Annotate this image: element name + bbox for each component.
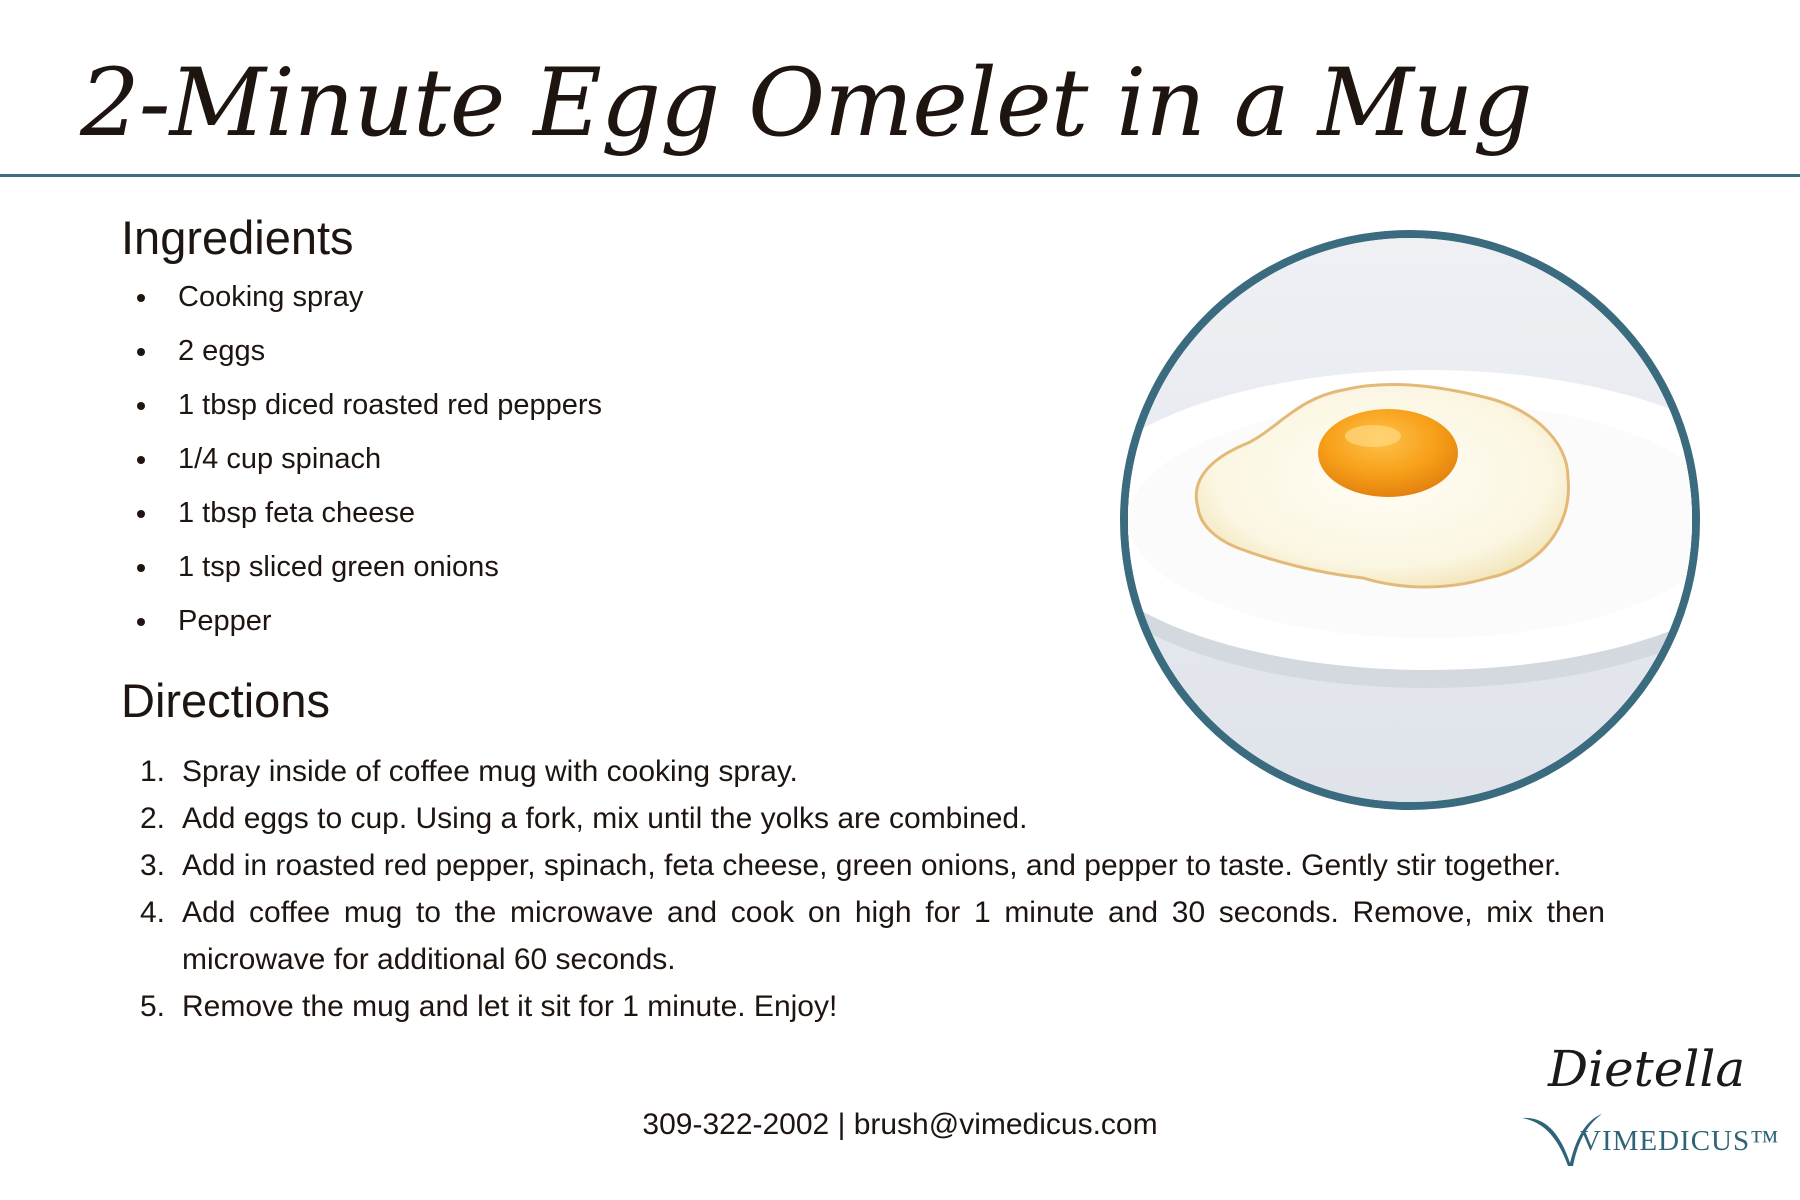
ingredient-text: Cooking spray xyxy=(178,281,364,313)
bullet-icon xyxy=(137,402,145,410)
step-text: Spray inside of coffee mug with cooking spray. xyxy=(182,755,798,788)
ingredient-item xyxy=(135,383,602,437)
bullet-icon xyxy=(137,294,145,302)
ingredient-item xyxy=(135,275,602,329)
page-title: 2-Minute Egg Omelet in a Mug xyxy=(80,49,1532,158)
direction-step xyxy=(140,983,1605,1030)
directions-heading: Directions xyxy=(121,674,330,727)
ingredient-item xyxy=(135,437,602,491)
ingredient-item xyxy=(135,545,602,599)
fried-egg-image xyxy=(1128,238,1692,802)
direction-step xyxy=(140,889,1605,983)
direction-step xyxy=(140,842,1605,889)
bullet-icon xyxy=(137,618,145,626)
ingredient-item xyxy=(135,599,602,653)
step-number: 1. xyxy=(140,755,166,788)
vimedicus-wordmark: VIMEDICUS™ xyxy=(1580,1125,1780,1157)
ingredients-list xyxy=(135,275,602,653)
ingredient-item xyxy=(135,491,602,545)
ingredient-text: 1/4 cup spinach xyxy=(178,443,382,475)
bullet-icon xyxy=(137,456,145,464)
ingredient-item xyxy=(135,329,602,383)
title-divider xyxy=(0,174,1800,177)
ingredient-text: Pepper xyxy=(178,605,272,637)
step-text: Add coffee mug to the microwave and cook on high for 1 minute and 30 seconds. Remove, mix then microwave for additional 60 seconds. xyxy=(182,896,1605,976)
step-number: 2. xyxy=(140,802,166,835)
step-number: 3. xyxy=(140,849,166,882)
ingredients-heading: Ingredients xyxy=(121,211,354,264)
step-text: Add eggs to cup. Using a fork, mix until the yolks are combined. xyxy=(182,802,1028,835)
egg-photo xyxy=(1120,230,1700,810)
bullet-icon xyxy=(137,564,145,572)
step-text: Remove the mug and let it sit for 1 minute. Enjoy! xyxy=(182,990,838,1023)
ingredient-text: 1 tbsp feta cheese xyxy=(178,497,415,529)
dietella-wordmark: Dietella xyxy=(1548,1040,1746,1098)
ingredient-text: 2 eggs xyxy=(178,335,266,367)
step-number: 4. xyxy=(140,896,166,929)
bullet-icon xyxy=(137,510,145,518)
step-text: Add in roasted red pepper, spinach, feta cheese, green onions, and pepper to taste. Gently stir together. xyxy=(182,849,1562,882)
ingredient-text: 1 tbsp diced roasted red peppers xyxy=(178,389,602,421)
dietella-vimedicus-logo xyxy=(1510,1040,1780,1180)
step-number: 5. xyxy=(140,990,166,1023)
contact-info: 309-322-2002 | brush@vimedicus.com xyxy=(642,1108,1158,1141)
bullet-icon xyxy=(137,348,145,356)
ingredient-text: 1 tsp sliced green onions xyxy=(178,551,499,583)
